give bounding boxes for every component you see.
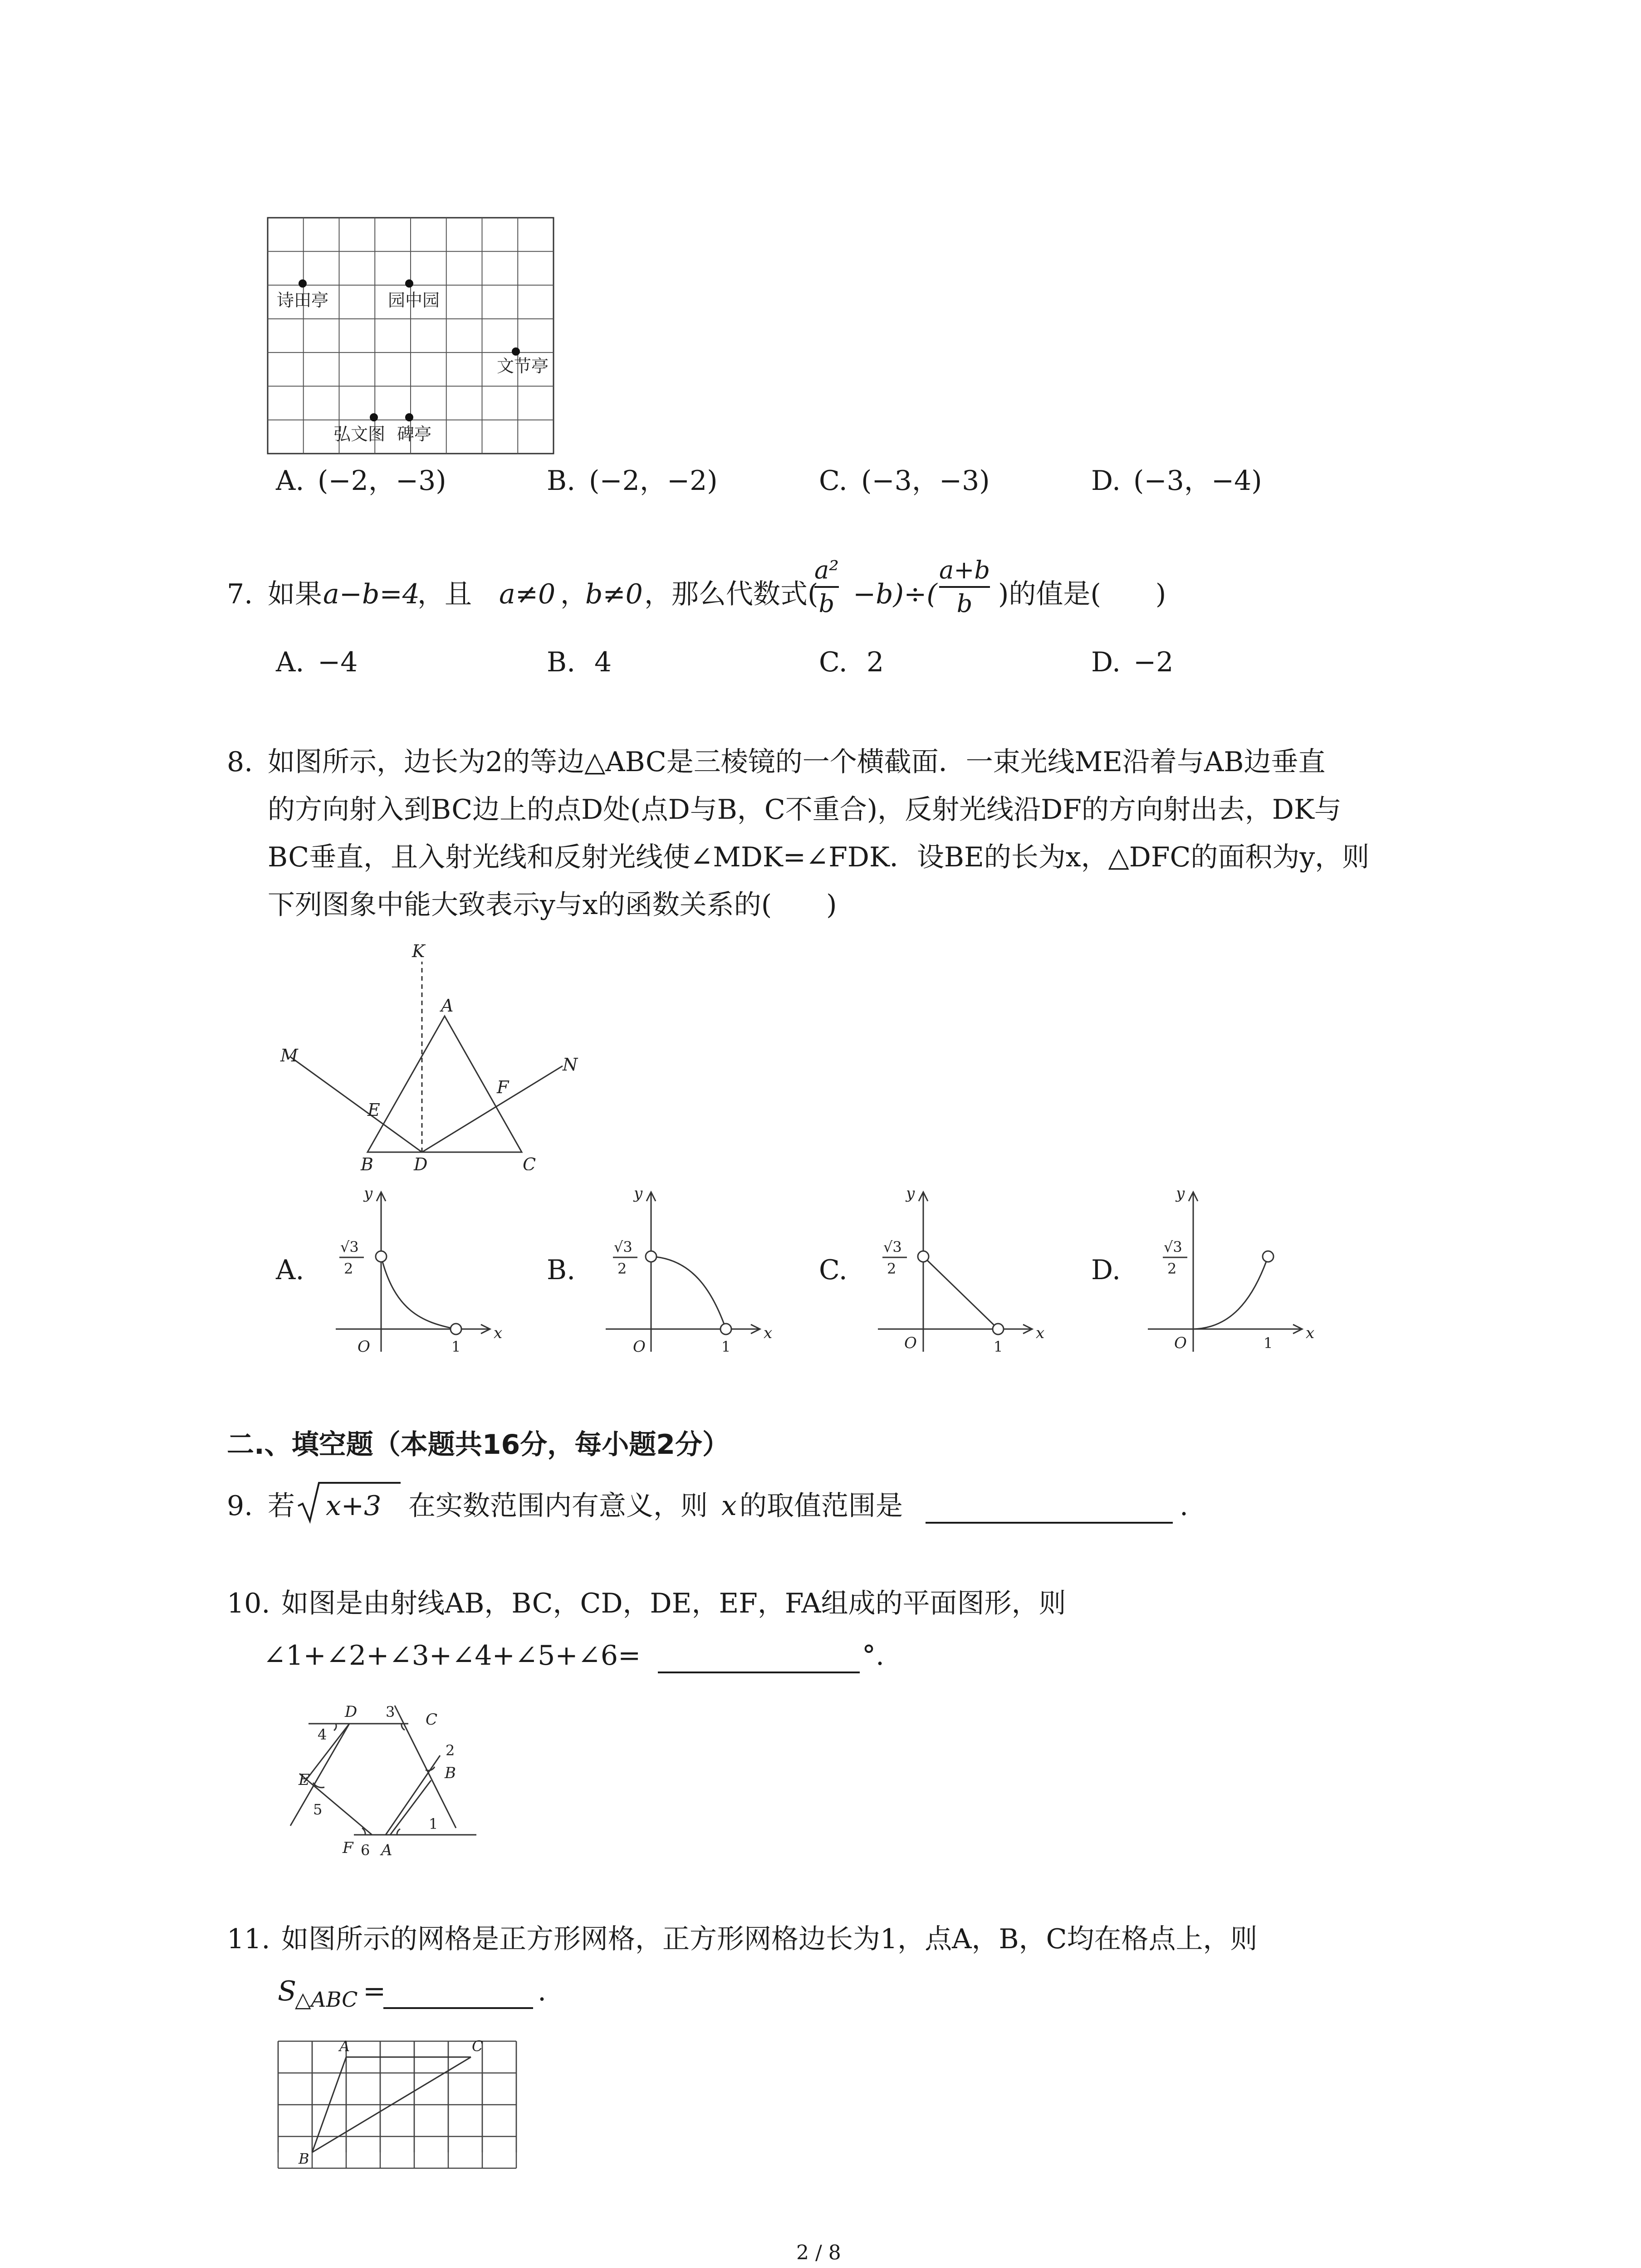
graph-b-one-label: 1 [721,1338,731,1355]
q7-option-b-text: 4 [594,646,612,678]
graph-d-origin-label: O [1174,1334,1187,1352]
q10-label-1: 1 [429,1815,438,1833]
q6-option-a-text: (−2，−3) [318,465,446,497]
q10-end: °. [862,1640,885,1672]
q9-number: 9. [227,1490,253,1522]
q8-label-f: F [497,1077,509,1097]
q8-label-m: M [280,1046,298,1066]
q9-text-b: 在实数范围内有意义，则 [408,1490,708,1522]
q7-frac2-den: b [956,589,973,618]
q11-s-subscript: △ABC [295,1987,358,2012]
q6-map-grid [263,213,558,458]
q8-label-n: N [563,1055,578,1075]
q8-label-d: D [414,1154,428,1170]
q10-label-a: A [381,1841,392,1859]
graph-d-one-label: 1 [1264,1334,1273,1352]
graph-a-origin-label: O [358,1338,370,1356]
q7-expr3: b≠0 [585,578,643,610]
q6-option-b-text: (−2，−2) [589,465,718,497]
q7-text-e: )的值是( ) [998,578,1166,610]
graph-a-y-label: y [364,1184,373,1202]
q10-label-e: E [299,1771,310,1789]
q7-frac1-den: b [818,589,835,618]
page-number: 2 / 8 [796,2241,841,2264]
graph-d-y-label: y [1176,1184,1185,1202]
q7-option-c-text: 2 [867,646,884,678]
graph-b-y-label: y [634,1184,643,1202]
graph-c-sqrt3-label: √3 [883,1238,902,1256]
map-label-beiting: 碑亭 [397,424,432,444]
graph-d-sqrt3-label: √3 [1164,1238,1182,1256]
q10-label-4: 4 [318,1726,327,1743]
q7-option-d-letter[interactable]: D. [1091,646,1121,678]
q6-option-c-letter[interactable]: C. [819,465,847,497]
q11-line-1: 如图所示的网格是正方形网格，正方形网格边长为1，点A，B，C均在格点上，则 [281,1923,1258,1955]
q7-frac1-num: a² [814,556,839,584]
q11-label-a: A [339,2038,350,2055]
graph-a-one-label: 1 [451,1338,461,1355]
q8-label-k: K [412,941,425,961]
graph-c-two-label: 2 [887,1260,896,1277]
q7-text-b: ，且 [417,578,472,610]
graph-a-sqrt3-label: √3 [340,1238,359,1256]
q10-line-1: 如图是由射线AB，BC，CD，DE，EF，FA组成的平面图形，则 [281,1588,1066,1619]
graph-c-origin-label: O [904,1334,917,1352]
q11-number: 11. [227,1923,270,1955]
q8-label-c: C [523,1154,536,1170]
q8-prism-figure [268,934,585,1170]
q11-end: . [538,1975,547,2007]
q8-line-3: BC垂直，且入射光线和反射光线使∠MDK=∠FDK．设BE的长为x，△DFC的面积为y，则 [268,841,1370,873]
q6-option-a-letter[interactable]: A. [276,465,304,497]
q7-frac2-num: a+b [939,556,990,584]
graph-a-two-label: 2 [344,1260,353,1277]
q11-s-label: S [278,1975,297,2007]
q9-text-a: 若 [268,1490,295,1522]
q10-label-f: F [343,1839,353,1857]
q8-graph-a [327,1184,508,1361]
graph-b-origin-label: O [633,1338,646,1356]
q10-label-3: 3 [386,1703,395,1721]
q8-label-b: B [361,1154,373,1170]
q10-label-6: 6 [361,1842,370,1859]
q7-text-a: 如果 [268,578,322,610]
point-beiting [405,413,413,421]
q10-hexagon-figure [281,1696,490,1873]
graph-c-one-label: 1 [994,1338,1003,1355]
q10-label-5: 5 [313,1801,323,1818]
q7-option-b-letter[interactable]: B. [547,646,576,678]
map-label-shitian: 诗田亭 [277,290,329,310]
q8-option-b-letter[interactable]: B. [547,1254,576,1286]
q9-end: . [1180,1490,1189,1522]
q6-option-c-text: (−3，−3) [861,465,990,497]
point-yuanzhong [405,279,413,288]
q7-expr2: a≠0 [499,578,556,610]
q6-option-b-letter[interactable]: B. [547,465,576,497]
q8-label-e: E [367,1100,380,1120]
q11-label-c: C [472,2038,483,2055]
graph-d-x-label: x [1306,1324,1315,1342]
q8-graph-d [1139,1184,1320,1361]
q7-option-c-letter[interactable]: C. [819,646,847,678]
q6-option-d-text: (−3，−4) [1133,465,1262,497]
map-label-hongwen: 弘文图 [333,424,386,444]
point-wenjie [512,347,520,356]
q6-option-d-letter[interactable]: D. [1091,465,1121,497]
q8-graph-b [597,1184,778,1361]
q8-line-1: 如图所示，边长为2的等边△ABC是三棱镜的一个横截面．一束光线ME沿着与AB边垂直 [268,746,1326,778]
q11-equals: = [363,1975,386,2007]
q7-fraction-1 [814,558,839,616]
graph-c-x-label: x [1036,1324,1045,1342]
q7-text-c: ， [560,578,588,610]
section-2-heading: 二.、填空题（本题共16分，每小题2分） [227,1429,730,1461]
q9-var: x [721,1490,737,1522]
q10-label-2: 2 [446,1742,455,1759]
q7-minus-b: −b)÷( [853,578,937,610]
q8-number: 8. [227,746,253,778]
q8-graph-c [869,1184,1050,1361]
q9-radicand: x+3 [326,1490,382,1522]
point-shitian [299,279,307,288]
q7-option-a-text: −4 [318,646,358,678]
q8-label-a: A [441,996,454,1016]
graph-a-x-label: x [494,1324,503,1342]
graph-c-y-label: y [906,1184,915,1202]
point-hongwen [370,413,378,421]
q9-text-c: 的取值范围是 [740,1490,903,1522]
q8-option-c-letter[interactable]: C. [819,1254,847,1286]
q8-line-4: 下列图象中能大致表示y与x的函数关系的( ) [268,889,837,921]
q7-option-d-text: −2 [1133,646,1174,678]
q11-grid-figure [272,2028,517,2173]
q8-line-2: 的方向射入到BC边上的点D处(点D与B，C不重合)，反射光线沿DF的方向射出去，DK与 [268,794,1342,826]
q10-label-b: B [445,1764,456,1782]
graph-d-two-label: 2 [1167,1260,1177,1277]
q8-option-a-letter[interactable]: A. [276,1254,304,1286]
q11-answer-blank[interactable] [383,2007,533,2009]
map-label-yuanzhong: 园中园 [388,290,440,310]
q10-answer-blank[interactable] [658,1672,860,1673]
q7-option-a-letter[interactable]: A. [276,646,304,678]
q7-fraction-2 [939,558,990,616]
q11-label-b: B [299,2150,309,2167]
q10-label-d: D [345,1703,358,1721]
graph-b-two-label: 2 [617,1260,627,1277]
q10-label-c: C [426,1711,438,1729]
graph-b-sqrt3-label: √3 [614,1238,632,1256]
q7-text-d: ，那么代数式( [644,578,818,610]
graph-b-x-label: x [764,1324,773,1342]
q10-line-2: ∠1+∠2+∠3+∠4+∠5+∠6= [263,1640,641,1672]
q7-expr1: a−b=4 [323,578,420,610]
q9-answer-blank[interactable] [926,1522,1173,1524]
q8-option-d-letter[interactable]: D. [1091,1254,1121,1286]
q10-number: 10. [227,1588,270,1619]
map-label-wenjie: 文节亭 [497,356,549,376]
q7-number: 7. [227,578,253,610]
